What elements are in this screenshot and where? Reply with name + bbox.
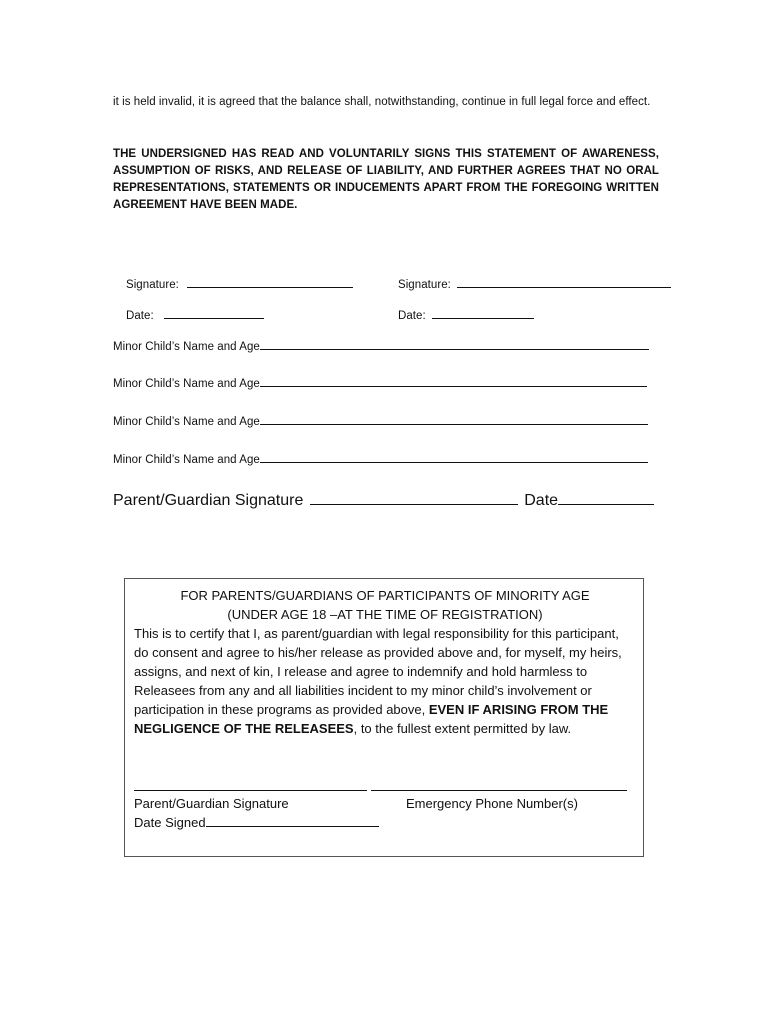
left-date-line[interactable] — [164, 307, 264, 319]
box-emergency-phone-label: Emergency Phone Number(s) — [406, 796, 578, 811]
left-signature-line[interactable] — [187, 276, 353, 288]
minor-child-line[interactable] — [260, 338, 649, 350]
minor-child-label: Minor Child’s Name and Age — [113, 416, 260, 428]
box-subheading: (UNDER AGE 18 –AT THE TIME OF REGISTRATION) — [227, 607, 543, 622]
left-date-label: Date: — [125, 310, 154, 322]
parent-guardian-signature-line[interactable] — [310, 489, 518, 505]
right-date-label: Date: — [397, 310, 426, 322]
intro-paragraph: it is held invalid, it is agreed that the balance shall, notwithstanding, continue in full legal force and effect. — [113, 96, 651, 108]
minor-child-row[interactable] — [113, 375, 647, 393]
right-signature-line[interactable] — [457, 276, 671, 288]
right-date-field[interactable] — [385, 290, 534, 342]
minor-child-line[interactable] — [260, 375, 647, 387]
minor-child-line[interactable] — [260, 451, 648, 463]
box-date-signed-line[interactable] — [206, 813, 379, 827]
left-signature-label: Signature: — [125, 279, 179, 291]
minor-child-row[interactable] — [113, 338, 649, 356]
box-emergency-phone-line[interactable] — [371, 790, 627, 791]
minor-child-row[interactable] — [113, 451, 648, 469]
box-parent-signature-label: Parent/Guardian Signature — [134, 796, 289, 811]
consent-paragraph — [134, 624, 634, 738]
box-parent-signature-line[interactable] — [134, 790, 367, 791]
acknowledgement-statement: THE UNDERSIGNED HAS READ AND VOLUNTARILY SIGNS THIS STATEMENT OF AWARENESS, ASSUMPTION OF RISKS, AND RELEASE OF LIABILITY, AND FURTHER AGREES THAT NO ORAL REPRESENTATIONS, STATEMENTS OR INDUCEMENTS APART FROM THE FOREGOING WRITTEN AGREEMENT HAVE BEEN MADE. — [113, 148, 659, 211]
box-heading: FOR PARENTS/GUARDIANS OF PARTICIPANTS OF MINORITY AGE — [180, 588, 590, 603]
parent-guardian-signature-row[interactable] — [113, 489, 654, 510]
minor-child-label: Minor Child’s Name and Age — [113, 341, 260, 353]
box-date-signed-label: Date Signed — [134, 815, 206, 830]
minor-child-label: Minor Child’s Name and Age — [113, 454, 260, 466]
box-date-signed-field[interactable] — [134, 813, 379, 832]
minor-child-label: Minor Child’s Name and Age — [113, 378, 260, 390]
consent-negligence-clause: EVEN IF ARISING FROM THE NEGLIGENCE OF THE RELEASEES — [134, 702, 609, 736]
right-date-line[interactable] — [432, 307, 534, 319]
minor-child-line[interactable] — [260, 413, 648, 425]
consent-text-end: , to the fullest extent permitted by law. — [353, 721, 572, 736]
consent-text: This is to certify that I, as parent/guardian with legal responsibility for this participant, do consent and agree to his/her release as provided above and, for myself, my heirs, assigns, and next of kin, I release and agree to indemnify and hold harmless to Releasees from any and all liabilities incident to my minor child’s involvement or participation in these programs as provided above, — [134, 626, 622, 717]
parent-guardian-date-label: Date — [524, 492, 559, 509]
right-signature-label: Signature: — [397, 279, 451, 291]
minority-consent-box — [124, 578, 644, 857]
left-date-field[interactable] — [113, 290, 264, 342]
parent-guardian-date-line[interactable] — [558, 489, 654, 505]
parent-guardian-signature-label: Parent/Guardian Signature — [113, 492, 304, 509]
minor-child-row[interactable] — [113, 413, 648, 431]
